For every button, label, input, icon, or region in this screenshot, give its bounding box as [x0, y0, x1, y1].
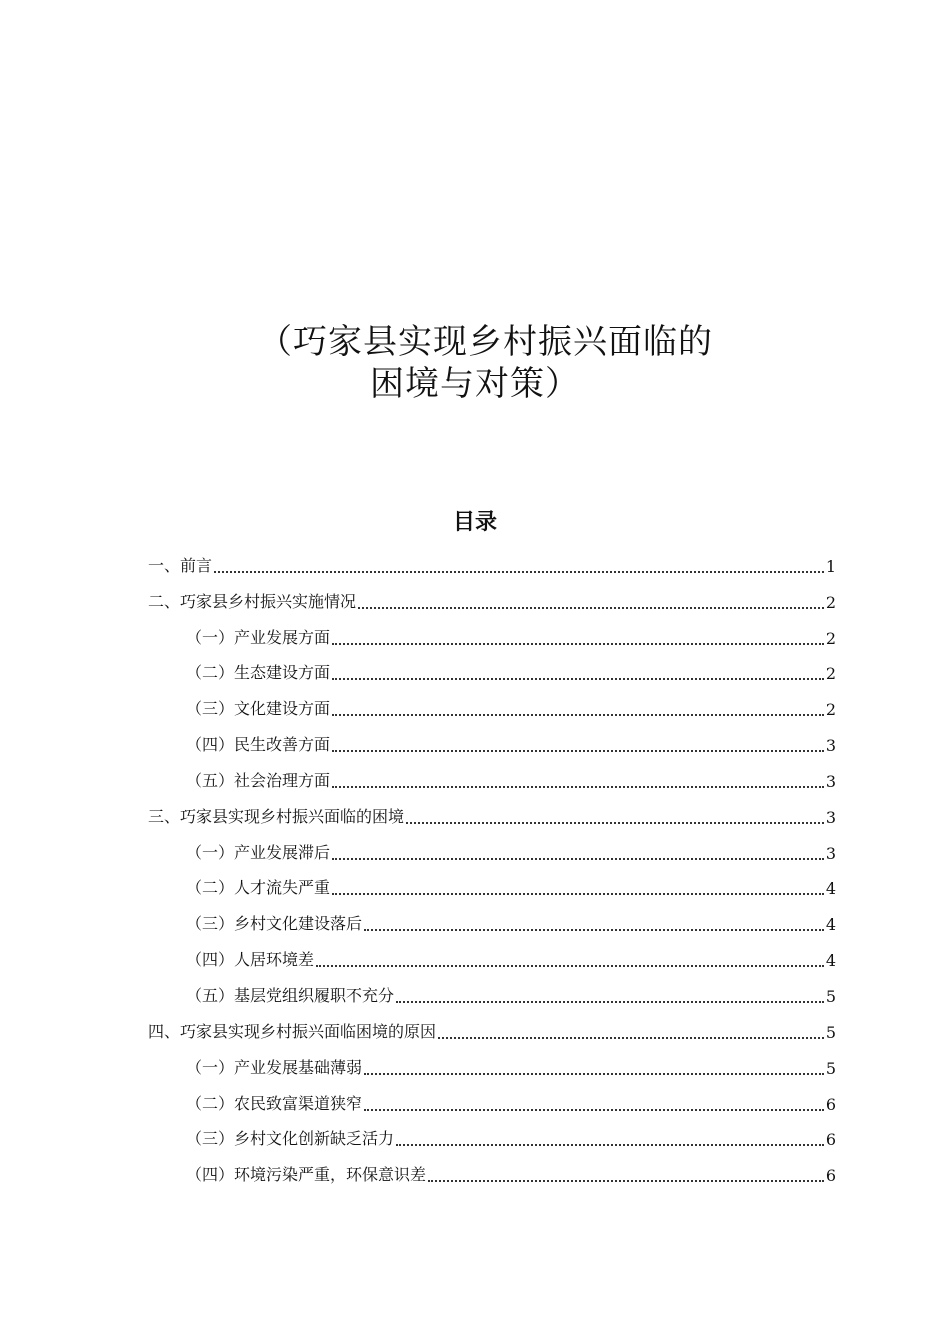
- toc-entry[interactable]: [148, 719, 836, 755]
- toc-dot-leader: [332, 677, 824, 680]
- toc-entry-label: 四、巧家县实现乡村振兴面临困境的原因: [148, 1021, 437, 1041]
- toc-dot-leader: [332, 642, 824, 645]
- toc-entry[interactable]: [148, 827, 836, 863]
- toc-entry[interactable]: [148, 863, 836, 899]
- toc-entry-page-number: 4: [825, 915, 836, 935]
- toc-entry-label: （四）民生改善方面: [186, 735, 331, 755]
- toc-entry[interactable]: [148, 970, 836, 1006]
- toc-entry[interactable]: [148, 1006, 836, 1042]
- toc-dot-leader: [316, 964, 824, 967]
- toc-entry-page-number: 4: [825, 879, 836, 899]
- toc-entry[interactable]: [148, 1114, 836, 1150]
- document-title-line-2: 困境与对策）: [370, 364, 580, 404]
- toc-entry-label: 三、巧家县实现乡村振兴面临的困境: [148, 806, 405, 826]
- toc-entry-label: （三）乡村文化创新缺乏活力: [186, 1129, 395, 1149]
- toc-entry-page-number: 2: [825, 628, 836, 648]
- document-title-line-1: （巧家县实现乡村振兴面临的: [258, 322, 713, 362]
- toc-entry-label: （四）人居环境差: [186, 950, 315, 970]
- toc-dot-leader: [364, 1108, 824, 1111]
- toc-entry-label: （二）农民致富渠道狭窄: [186, 1093, 363, 1113]
- toc-dot-leader: [364, 1072, 824, 1075]
- toc-entry-page-number: 5: [825, 986, 836, 1006]
- toc-entry-page-number: 2: [825, 700, 836, 720]
- toc-entry-page-number: 3: [825, 736, 836, 756]
- toc-entry-page-number: 4: [825, 951, 836, 971]
- toc-entry[interactable]: [148, 683, 836, 719]
- toc-dot-leader: [396, 1143, 824, 1146]
- toc-entry-label: （五）社会治理方面: [186, 770, 331, 790]
- toc-entry-page-number: 5: [825, 1058, 836, 1078]
- table-of-contents: [148, 540, 836, 1185]
- toc-entry-label: （一）产业发展方面: [186, 627, 331, 647]
- toc-dot-leader: [428, 1179, 824, 1182]
- toc-entry-label: （三）文化建设方面: [186, 699, 331, 719]
- toc-entry[interactable]: [148, 576, 836, 612]
- toc-entry[interactable]: [148, 934, 836, 970]
- toc-entry-page-number: 6: [825, 1130, 836, 1150]
- toc-dot-leader: [332, 857, 824, 860]
- toc-entry-page-number: 2: [825, 664, 836, 684]
- toc-entry[interactable]: [148, 1042, 836, 1078]
- toc-entry-page-number: 3: [825, 771, 836, 791]
- toc-dot-leader: [332, 785, 824, 788]
- toc-entry[interactable]: [148, 1149, 836, 1185]
- toc-entry-page-number: 1: [825, 556, 836, 576]
- toc-entry-label: 一、前言: [148, 555, 213, 575]
- toc-entry-page-number: 3: [825, 807, 836, 827]
- toc-entry-label: （三）乡村文化建设落后: [186, 914, 363, 934]
- toc-entry-page-number: 3: [825, 843, 836, 863]
- toc-dot-leader: [406, 821, 824, 824]
- toc-entry-page-number: 6: [825, 1166, 836, 1186]
- toc-entry-page-number: 2: [825, 592, 836, 612]
- toc-dot-leader: [358, 606, 824, 609]
- toc-entry-label: （二）人才流失严重: [186, 878, 331, 898]
- toc-entry-label: （一）产业发展滞后: [186, 842, 331, 862]
- toc-heading: 目录: [452, 510, 497, 535]
- toc-entry-label: （五）基层党组织履职不充分: [186, 985, 395, 1005]
- toc-entry-page-number: 6: [825, 1094, 836, 1114]
- toc-entry[interactable]: [148, 898, 836, 934]
- toc-dot-leader: [332, 749, 824, 752]
- toc-entry-label: （一）产业发展基础薄弱: [186, 1057, 363, 1077]
- toc-entry-label: （四）环境污染严重，环保意识差: [186, 1165, 427, 1185]
- toc-entry[interactable]: [148, 648, 836, 684]
- toc-dot-leader: [214, 570, 824, 573]
- toc-entry-label: （二）生态建设方面: [186, 663, 331, 683]
- toc-entry[interactable]: [148, 540, 836, 576]
- toc-dot-leader: [332, 892, 824, 895]
- toc-entry[interactable]: [148, 755, 836, 791]
- toc-dot-leader: [332, 713, 824, 716]
- toc-dot-leader: [396, 1000, 824, 1003]
- toc-entry[interactable]: [148, 791, 836, 827]
- toc-entry[interactable]: [148, 1078, 836, 1114]
- toc-entry[interactable]: [148, 612, 836, 648]
- toc-dot-leader: [364, 928, 824, 931]
- toc-dot-leader: [438, 1036, 824, 1039]
- toc-entry-label: 二、巧家县乡村振兴实施情况: [148, 591, 357, 611]
- toc-entry-page-number: 5: [825, 1022, 836, 1042]
